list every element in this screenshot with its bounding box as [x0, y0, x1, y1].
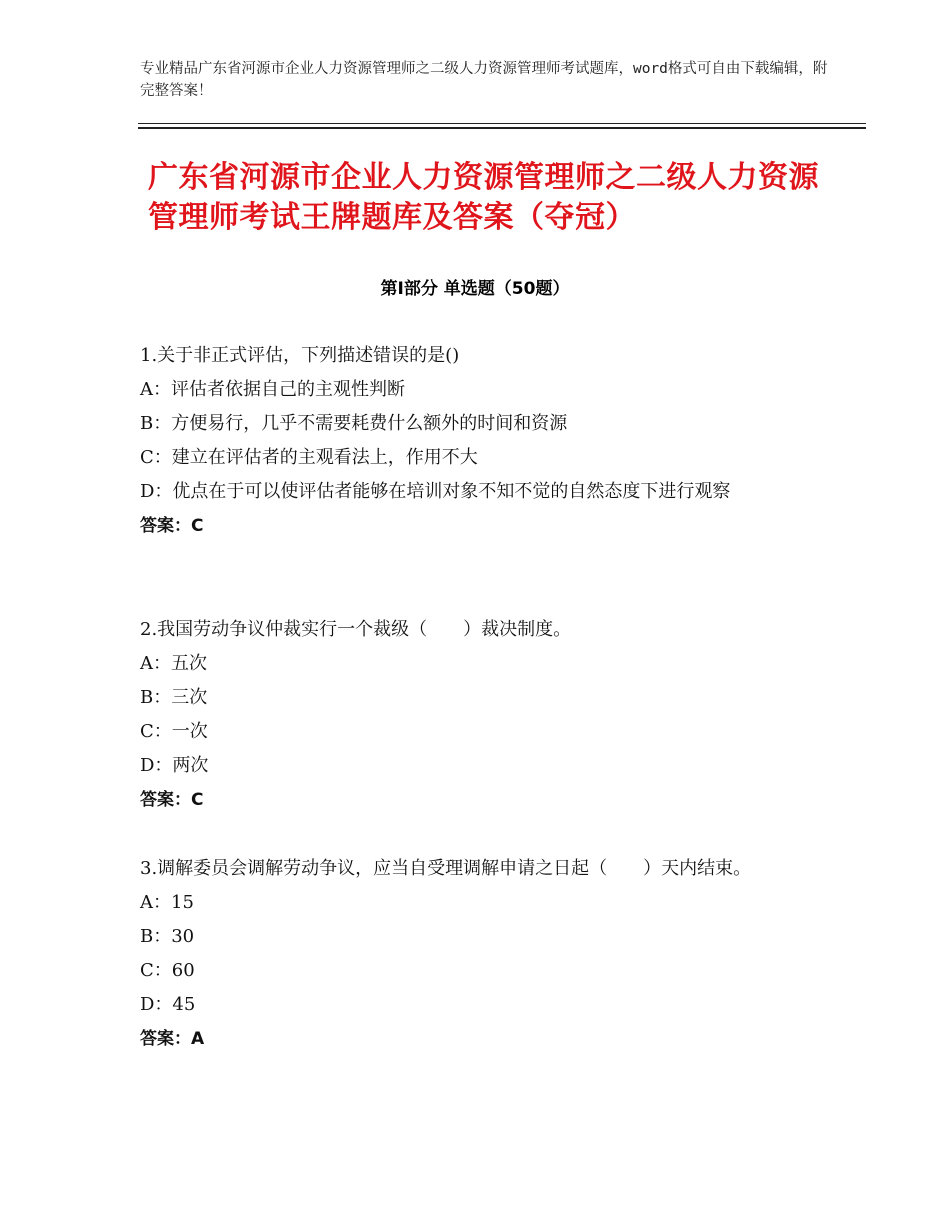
header-divider-thick [138, 127, 866, 129]
option-c: C：60 [140, 960, 195, 981]
header-divider-thin [138, 123, 866, 124]
option-c: C：建立在评估者的主观看法上，作用不大 [140, 447, 478, 468]
option-d: D：优点在于可以使评估者能够在培训对象不知不觉的自然态度下进行观察 [140, 481, 731, 502]
option-b: B：三次 [140, 687, 208, 708]
question-2 [140, 613, 820, 817]
option-b: B：30 [140, 926, 195, 947]
section-heading: 第Ⅰ部分 单选题（50题） [380, 279, 570, 299]
answer: 答案：A [140, 1029, 205, 1049]
answer: 答案：C [140, 516, 204, 536]
question-text: 2.我国劳动争议仲裁实行一个裁级（ ）裁决制度。 [140, 619, 572, 640]
question-1 [140, 339, 820, 543]
option-b: B：方便易行，几乎不需要耗费什么额外的时间和资源 [140, 413, 568, 434]
answer: 答案：C [140, 790, 204, 810]
option-a: A：评估者依据自己的主观性判断 [140, 379, 405, 400]
option-d: D：两次 [140, 755, 209, 776]
document-title: 广东省河源市企业人力资源管理师之二级人力资源管理师考试王牌题库及答案（夺冠） [148, 160, 819, 235]
option-a: A：15 [140, 892, 194, 913]
header-note: 专业精品广东省河源市企业人力资源管理师之二级人力资源管理师考试题库，word格式可自由下载编辑，附完整答案！ [140, 61, 828, 99]
option-a: A：五次 [140, 653, 207, 674]
option-c: C：一次 [140, 721, 208, 742]
question-text: 1.关于非正式评估，下列描述错误的是() [140, 345, 460, 366]
question-text: 3.调解委员会调解劳动争议，应当自受理调解申请之日起（ ）天内结束。 [140, 858, 752, 879]
question-3 [140, 852, 820, 1056]
option-d: D：45 [140, 994, 196, 1015]
